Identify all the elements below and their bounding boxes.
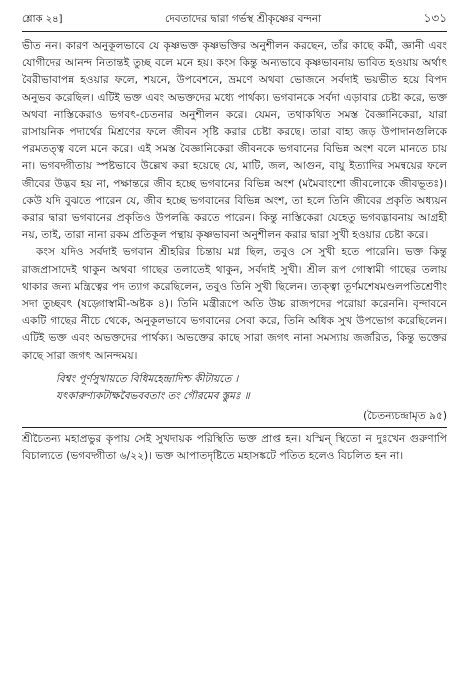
sanskrit-verse <box>22 371 447 405</box>
verse-reference: শ্লোক ২৪] <box>22 14 63 25</box>
divider <box>22 427 447 428</box>
page-number: ১৩১ <box>423 11 447 25</box>
chapter-title: দেবতাদের দ্বারা গর্ভস্থ শ্রীকৃষ্ণের বন্দনা <box>165 13 322 25</box>
paragraph-1: ভীত নন। কারণ অনুকূলভাবে যে কৃষ্ণভক্ত কৃষ্ণভক্তির অনুশীলন করছেন, তাঁর কাছে কর্মী, জ্ঞানী এবং যোগীদের আনন্দ নিতান্তই তুচ্ছ বলে মনে হয়। কংস কিন্তু অন্যভাবে কৃষ্ণভাবনায় ভাবিত হওয়ায় অর্থাৎ বৈরীভাবাপন্ন হওয়ার ফলে, শয়নে, উপবেশনে, ভ্রমণে অথবা ভোজনে সর্বদাই ভয়ভীত হয়ে বিপদ অনুভব করেছিল। এটিই ভক্ত এবং অভক্তদের মধ্যে পার্থক্য। ভগবানকে সর্বদা এড়াবার চেষ্টা করে, ভক্ত অথবা নাস্তিকেরাও ভগবৎ-চেতনার অনুশীলন করে। যেমন, তথাকথিত সমস্ত বৈজ্ঞানিকেরা, যারা রাসায়নিক পদার্থের মিশ্রণের ফলে জীবন সৃষ্টি করার চেষ্টা করছে। তারা বাহ্য জড় উপাদানগুলিকে পরমতত্ত্ব বলে মনে করে। এই সমস্ত বৈজ্ঞানিকেরা জীবনকে ভগবানের বিভিন্ন অংশ বলে মানতে চায় না। ভগবদ্গীতায় স্পষ্টভাবে উল্লেখ করা হয়েছে যে, মাটি, জল, আগুন, বায়ু ইত্যাদির সমন্বয়ের ফলে জীবের উদ্ভব হয় না, পক্ষান্তরে জীব হচ্ছে ভগবানের বিভিন্ন অংশ (মমৈবাংশো জীবলোকে জীবভূতঃ)। কেউ যদি বুঝতে পারেন যে, জীব হচ্ছে ভগবানের বিভিন্ন অংশ, তা হলে তিনি জীবের প্রকৃতি অধ্যয়ন করার দ্বারা ভগবানের প্রকৃতিও উপলব্ধি করতে পারেন। কিন্তু নাস্তিকেরা যেহেতু ভগবদ্ভাবনায় আগ্রহী নয়, তাই, তারা নানা রকম প্রতিকূল পন্থায় কৃষ্ণভাবনা অনুশীলন করার দ্বারা সুখী হওয়ার চেষ্টা করে। <box>22 40 447 242</box>
verse-line-1: বিশ্বং পূর্ণসুখায়তে বিধিমহেন্দ্রাদিশ্চ কীটায়তে । <box>56 372 239 385</box>
final-paragraph: শ্রীচৈতন্য মহাপ্রভুর কৃপায় সেই সুখদায়ক পরিস্থিতি ভক্ত প্রাপ্ত হন। যস্মিন্ স্থিতো ন দুঃখেন গুরুণাপি বিচাল্যতে (ভগবদ্গীতা ৬/২২)। ভক্ত আপাতদৃষ্টিতে মহাসঙ্কটে পতিত হলেও বিচলিত হন না। <box>22 432 447 463</box>
verse-line-2: যৎকারুণ্যকটাক্ষবৈভববতাং তং গৌরমেব স্তুমঃ ॥ <box>56 389 250 402</box>
verse-source: (চৈতন্যচন্দ্রামৃত ৯৫) <box>363 409 447 422</box>
page-header <box>22 10 447 32</box>
paragraph-2: কংস যদিও সর্বদাই ভগবান শ্রীহরির চিন্তায় মগ্ন ছিল, তবুও সে সুখী হতে পারেনি। ভক্ত কিন্তু রাজপ্রাসাদেই থাকুন অথবা গাছের তলাতেই থাকুন, সর্বদাই সুখী। শ্রীল রূপ গোস্বামী গাছের তলায় থাকার জন্য মন্ত্রিত্বের পদ ত্যাগ করেছিলেন, তবুও তিনি সুখী ছিলেন। ত্যক্ত্বা তূর্ণমশেষমণ্ডলপতিশ্রেণীং সদা তুচ্ছবৎ (ষড়্গোস্বামী-অষ্টক ৪)। তিনি মন্ত্রীরূপে অতি উচ্চ রাজপদের পরোয়া করেননি। বৃন্দাবনে একটি গাছের নীচে থেকে, অনুকূলভাবে ভগবানের সেবা করে, তিনি অধিক সুখ উপভোগ করেছিলেন। এটিই ভক্ত এবং অভক্তদের পার্থক্য। অভক্তের কাছে সারা জগৎ নানা সমস্যায় জর্জরিত, কিন্তু ভক্তের কাছে সারা জগৎ আনন্দময়। <box>22 246 447 362</box>
body-text <box>22 38 447 365</box>
